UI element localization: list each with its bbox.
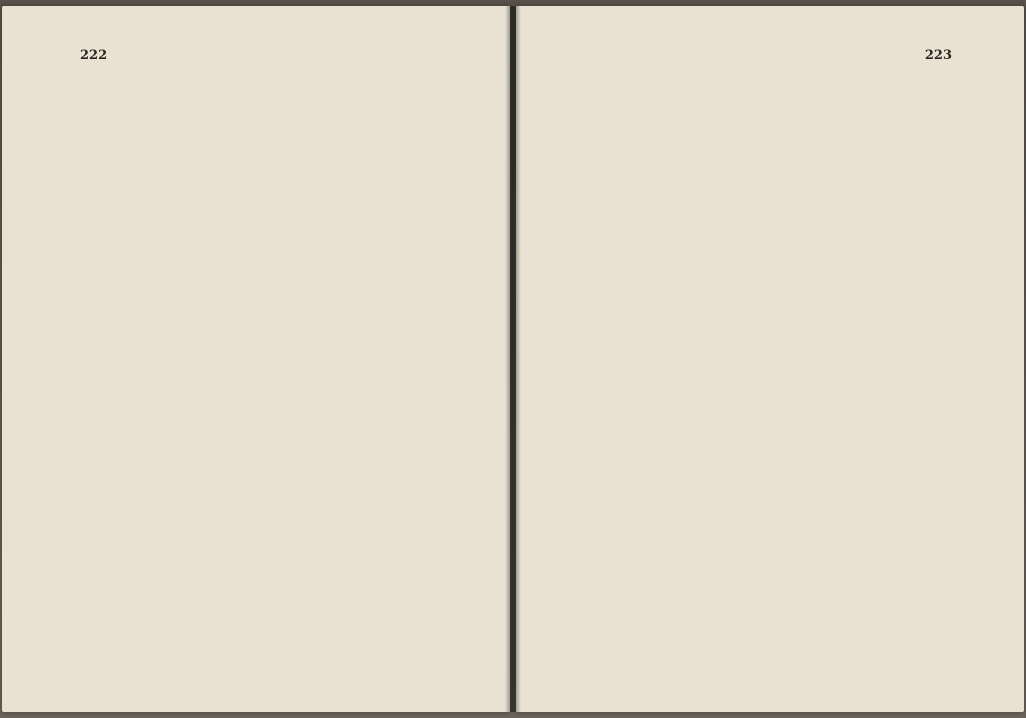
page-number: 222 bbox=[80, 48, 108, 63]
left-page bbox=[2, 6, 510, 712]
text-columns bbox=[80, 72, 492, 672]
text-column bbox=[532, 72, 742, 672]
text-column bbox=[80, 72, 280, 672]
page-number: 223 bbox=[924, 48, 952, 63]
text-column bbox=[292, 72, 492, 672]
right-page bbox=[516, 6, 1024, 712]
text-columns bbox=[532, 72, 964, 672]
book-gutter bbox=[505, 6, 521, 712]
text-column bbox=[754, 72, 964, 672]
